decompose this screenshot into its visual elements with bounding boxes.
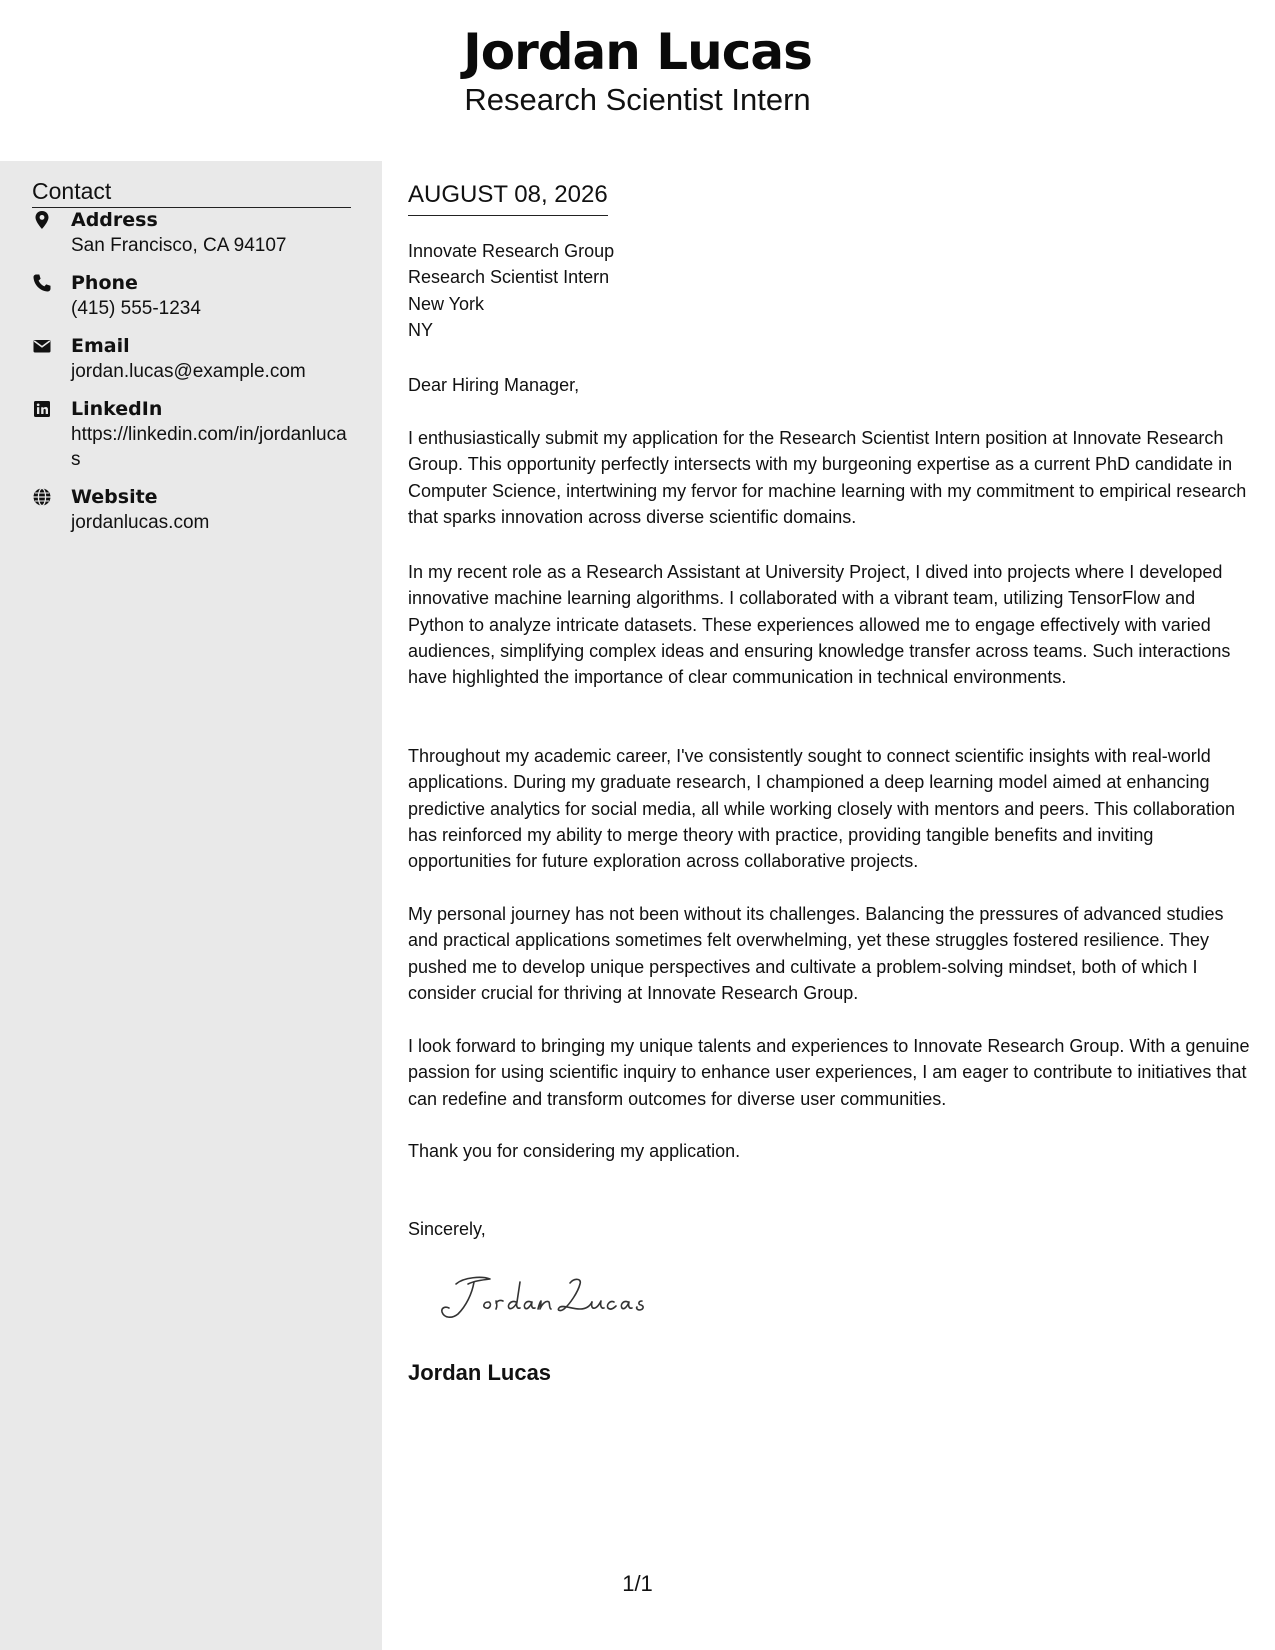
letter-header xyxy=(0,0,1275,161)
contact-label: Address xyxy=(71,209,158,231)
recipient-state: NY xyxy=(408,319,434,340)
applicant-name: Jordan Lucas xyxy=(463,23,812,81)
body-paragraph: In my recent role as a Research Assistant at University Project, I dived into projects where I developed innovative machine learning algorithms. I collaborated with a vibrant team, utilizing TensorFlow and Python to analyze intricate datasets. These experiences allowed me to engage effectively with varied audiences, simplifying complex ideas and ensuring knowledge transfer across teams. Such interactions have highlighted the importance of clear communication in technical environments. xyxy=(408,562,1231,688)
contact-value-phone: (415) 555-1234 xyxy=(71,298,201,319)
recipient-company: Innovate Research Group xyxy=(408,241,615,261)
map-pin-icon xyxy=(32,210,52,230)
globe-icon xyxy=(32,487,52,507)
contact-value-address: San Francisco, CA 94107 xyxy=(71,235,287,256)
body-paragraph: My personal journey has not been without its challenges. Balancing the pressures of advanced studies and practical applications sometimes felt overwhelming, yet these struggles fostered resilience. They pushed me to develop unique perspectives and cultivate a problem-solving mindset, both of which I consider crucial for thriving at Innovate Research Group. xyxy=(408,904,1224,1003)
letter-date: AUGUST 08, 2026 xyxy=(408,180,608,216)
salutation: Dear Hiring Manager, xyxy=(408,375,580,395)
page-number: 1/1 xyxy=(622,1571,653,1596)
contact-sidebar xyxy=(0,161,382,1650)
contact-label: Email xyxy=(71,335,130,357)
contact-label: Website xyxy=(71,486,158,508)
contact-value-linkedin[interactable]: https://linkedin.com/in/jordanlucas xyxy=(71,424,347,470)
contact-value-website[interactable]: jordanlucas.com xyxy=(71,512,210,533)
linkedin-icon xyxy=(32,399,52,419)
body-paragraph: Throughout my academic career, I've consistently sought to connect scientific insights with real-world applications. During my graduate research, I championed a deep learning model aimed at enhancing predictive analytics for social media, all while working closely with mentors and peers. This collaboration has reinforced my ability to merge theory with practice, providing tangible benefits and inviting opportunities for future exploration across collaborative projects. xyxy=(408,746,1236,872)
phone-icon xyxy=(32,273,52,293)
envelope-icon xyxy=(32,336,52,356)
body-paragraph: I look forward to bringing my unique talents and experiences to Innovate Research Group. With a genuine passion for using scientific inquiry to enhance user experiences, I am eager to contribute to initiatives that can redefine and transform outcomes for diverse user communities. xyxy=(408,1036,1250,1109)
body-paragraph: Thank you for considering my application. xyxy=(408,1141,741,1161)
closing: Sincerely, xyxy=(408,1219,486,1239)
signer-name: Jordan Lucas xyxy=(408,1360,552,1385)
recipient-city: New York xyxy=(408,293,485,314)
contact-value-email[interactable]: jordan.lucas@example.com xyxy=(71,361,306,382)
body-paragraph: I enthusiastically submit my application for the Research Scientist Intern position at Innovate Research Group. This opportunity perfectly intersects with my burgeoning expertise as a current PhD candidate in Computer Science, intertwining my fervor for machine learning with my commitment to empirical research that sparks innovation across diverse scientific domains. xyxy=(408,428,1247,527)
recipient-block xyxy=(408,238,908,343)
recipient-position: Research Scientist Intern xyxy=(408,267,610,288)
applicant-role: Research Scientist Intern xyxy=(464,82,811,117)
contact-label: Phone xyxy=(71,272,138,294)
contact-heading: Contact xyxy=(32,177,351,208)
contact-label: LinkedIn xyxy=(71,398,163,420)
handwritten-signature xyxy=(430,1264,670,1334)
